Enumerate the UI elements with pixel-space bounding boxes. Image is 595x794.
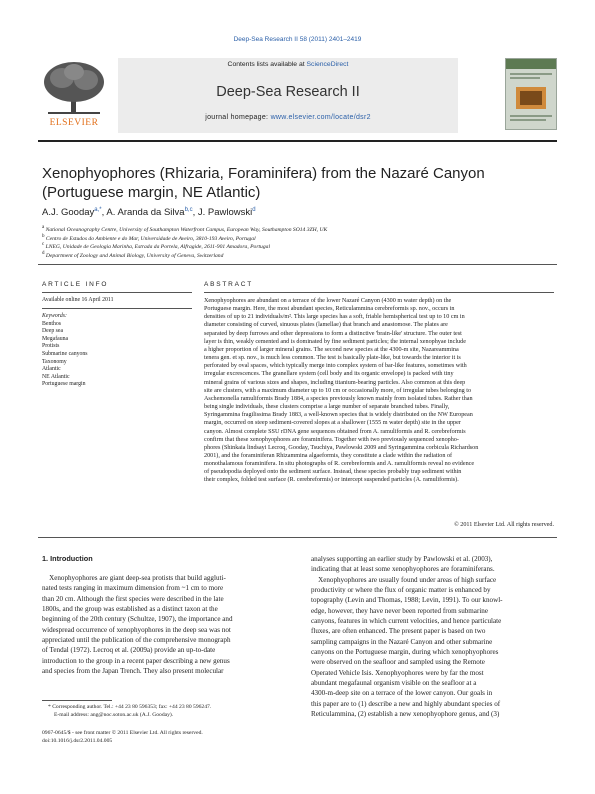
abstract-line: margin, occurred on steep sediment-covered slopes at a shallower (1555 m water depth) site in the upper <box>204 420 461 427</box>
affil-sup: a <box>42 225 45 230</box>
body-text-line: canyons, features in which current velocities, and hence particulate <box>311 617 502 626</box>
author-name[interactable]: J. Pawlowski <box>197 207 253 219</box>
homepage-link[interactable]: www.elsevier.com/locate/dsr2 <box>270 114 371 121</box>
body-text-line: Operated Vehicle Isis. Xenophyophores were by far the most <box>311 668 484 677</box>
article-info-heading: ARTICLE INFO <box>42 281 109 288</box>
body-text-line: fluxes, are often enhanced. The present paper is based on two <box>311 627 486 636</box>
article-title <box>42 164 552 202</box>
body-text-line: 1800s, and the group was established as a distinct taxon at the <box>42 605 218 614</box>
abstract-line: site are clusters, with a maximum diameter up to 10 cm or occasionally more, of irregular tubes belonging to <box>204 387 472 394</box>
keyword: Submarine canyons <box>42 350 88 357</box>
intro-left-column <box>42 573 292 676</box>
affil-text: Department of Zoology and Animal Biology, University of Geneva, Switzerland <box>45 252 224 259</box>
body-text-line: Xenophyophores are giant deep-sea protists that build aggluti- <box>42 574 226 582</box>
keyword: NE Atlantic <box>42 373 70 380</box>
body-text-line: indicating that at least some xenophyophores are foraminiferans. <box>311 565 495 574</box>
body-text-line: beginning of the 20th century (Schultze, 1907), the importance and <box>42 615 233 624</box>
body-text-line: than 20 cm. Although the first species were described in the late <box>42 594 224 603</box>
footnote-corresponding: * Corresponding author. Tel.: +44 23 80 596353; fax: +44 23 80 596247. <box>48 704 212 710</box>
body-text-line: productivity or where the flux of organic matter is enhanced by <box>311 586 491 595</box>
abstract-line: layer is thin, weakly cemented and is dominated by fine sediment particles; the internal xenophyae include <box>204 338 466 345</box>
homepage-prefix: journal homepage: <box>205 114 271 121</box>
journal-title[interactable]: Deep-Sea Research II <box>216 84 360 100</box>
abstract-line: Portuguese margin. Here, the most abundant species, Reticulammina cerebreformis sp. nov., occurs in <box>204 306 455 313</box>
author-name[interactable]: A. Aranda da Silva <box>106 207 185 219</box>
abstract-line: canyon. Almost complete SSU rDNA gene sequences obtained from A. ramuliformis and R. cerebreformis <box>204 428 466 435</box>
abstract-line: mineral grains of various sizes and shapes, including titanium-bearing particles. Also common at this deep <box>204 379 466 386</box>
abstract-heading: ABSTRACT <box>204 281 254 288</box>
abstract-copyright: © 2011 Elsevier Ltd. All rights reserved. <box>454 522 554 528</box>
affil-text: National Oceanography Centre, University of Southampton Waterfront Campus, European Way, Southampton SO14 3ZH, UK <box>45 226 328 233</box>
article-info-rule <box>42 292 192 293</box>
body-text-line: abundant megafaunal organism visible on the seafloor at a <box>311 679 477 688</box>
contents-prefix: Contents lists available at <box>227 61 307 68</box>
keyword: Deep sea <box>42 328 64 335</box>
elsevier-wordmark[interactable]: ELSEVIER <box>49 118 99 128</box>
abstract-end-rule <box>38 537 557 538</box>
body-text-line: introduction to the group in a recent paper describing a new genus <box>42 656 230 665</box>
body-text-line: appreciated until the publication of the comprehensive monograph <box>42 636 231 645</box>
body-text-line: and species from the Japan Trench. They also present molecular <box>42 667 224 676</box>
abstract-line: Aschemonella ramuliformis Brady 1884, a species previously known mainly from isolated tubes. Rather than <box>204 395 473 402</box>
abstract-line: densities of up to 21 individuals/m². This large species has a soft, friable hemispherical test up to 10 cm in <box>204 314 465 321</box>
body-text-line: this paper are to (1) describe a new and highly abundant species of <box>311 699 501 708</box>
keyword-list <box>42 321 192 389</box>
body-text-line: 4300-m-deep site on a terrace of the lower canyon. Our goals in <box>311 689 493 698</box>
journal-reference[interactable]: Deep-Sea Research II 58 (2011) 2401–2419 <box>233 36 362 43</box>
keyword: Portuguese margin <box>42 381 86 388</box>
body-text-line: were observed on the seafloor and sampled using the Remote <box>311 658 485 667</box>
keyword: Megafauna <box>42 335 69 342</box>
title-line-1: Xenophyophores (Rhizaria, Foraminifera) from the Nazaré Canyon <box>42 165 485 182</box>
article-info-rule-2 <box>42 308 192 309</box>
abstract-line: separated by deep furrows and other depressions to form a distinctive 'brain-like' structure. The outer test <box>204 330 462 337</box>
journal-info-panel <box>118 58 458 133</box>
sciencedirect-link[interactable]: ScienceDirect <box>306 61 349 68</box>
body-text-line: analyses supporting an earlier study by Pawlowski et al. (2003), <box>311 555 493 563</box>
abstract-line: Syringammina fragilissima Brady 1883, a well-known species that is widely distributed on the NW European <box>204 412 473 419</box>
journal-homepage <box>118 114 458 121</box>
keyword: Atlantic <box>42 366 61 373</box>
abstract-line: 2001), and the foraminiferan Rhizammina algaeformis, they constitute a clade within the radiation of <box>204 452 453 459</box>
abstract-line: irregular excrescences. The granellare system (cell body and its organic envelope) is packed with tiny <box>204 371 454 378</box>
affil-text: LNEG, Unidade de Geologia Marinha, Estrada da Portela, Alfragide, 2611-901 Amadora, Portugal <box>45 243 271 250</box>
journal-banner <box>38 58 557 136</box>
author-affil-sup[interactable]: d <box>252 207 256 213</box>
abstract-line: confirm that these xenophyophores are foraminifera. Together with two previously sequenced xenopho- <box>204 436 459 443</box>
body-text-line: sampling campaigns in the Nazaré Canyon and other submarine <box>311 637 493 646</box>
keyword: Taxonomy <box>42 358 67 365</box>
keyword: Protists <box>42 343 60 350</box>
abstract-line: diameter consisting of curved, sinuous plates (lamellae) that branch and anastomose. The plates are <box>204 322 448 329</box>
affil-sup: b <box>42 233 45 239</box>
abstract-rule <box>204 292 554 293</box>
body-text-line: widespread occurrence of xenophyophores in the deep sea was not <box>42 625 231 634</box>
abstract-line: being single individuals, these clusters comprise a large number of separate branched tubes. Finally, <box>204 404 450 411</box>
body-text-line: Reticulammina, (2) establish a new xenophyophore genus, and (3) <box>311 710 500 719</box>
body-text-line: nated tests ranging in maximum dimension from ~1 cm to more <box>42 584 224 593</box>
abstract-line: of pseudopodia deployed onto the sediment surface. Instead, these species probably trap sediment within <box>204 469 462 476</box>
contents-line <box>118 61 458 68</box>
affiliation <box>42 250 223 260</box>
abstract-body <box>204 297 554 485</box>
keyword: Benthos <box>42 320 62 327</box>
footnote-email <box>54 712 173 719</box>
affil-sup: d <box>42 250 45 256</box>
affil-text: Centro de Estudos do Ambiente e do Mar, Universidade de Aveiro, 3810-193 Aveiro, Portugal <box>45 235 256 242</box>
abstract-line: Xenophyophores are abundant on a terrace of the lower Nazaré Canyon (4300 m water depth) on the <box>204 298 452 304</box>
available-online: Available online 16 April 2011 <box>42 297 114 303</box>
affil-sup: c <box>42 242 45 247</box>
abstract-line: their complex, folded test surface (R. cerebreformis) or intercept suspended particles (A. ramuliformis). <box>204 477 459 484</box>
title-line-2: (Portuguese margin, NE Atlantic) <box>42 184 261 201</box>
body-text-line: of Tendal (1972). Lecroq et al. (2009a) provide an up-to-date <box>42 646 216 655</box>
footnote-email-text[interactable]: E-mail address: ang@noc.soton.ac.uk (A.J. Gooday). <box>54 712 174 718</box>
body-text-line: topography (Levin and Thomas, 1988; Levin, 1991). To our knowl- <box>311 596 503 605</box>
header-rule <box>38 140 557 142</box>
body-text-line: canyons on the Portuguese margin, during which xenophyophores <box>311 648 499 657</box>
affiliation-rule <box>38 264 557 265</box>
abstract-line: perforated by oval spaces, which typically merge into complex system of bar-like features, sometimes with <box>204 363 467 370</box>
abstract-line: phores (Shinkaia lindsayi Lecroq, Gooday, Tsuchiya, Pawlowski 2009 and Syringammina corbicula Richardson <box>204 444 479 451</box>
doi-line[interactable]: doi:10.1016/j.dsr2.2011.04.005 <box>42 738 113 744</box>
body-text-line: edge, however, they have never been reported from submarine <box>311 606 488 615</box>
author-name[interactable]: A.J. Gooday <box>42 207 95 219</box>
issn-line: 0967-0645/$ - see front matter © 2011 Elsevier Ltd. All rights reserved. <box>42 730 203 736</box>
abstract-line: a higher proportion of larger mineral grains. The second new species at the 4300-m site, Nazareammina <box>204 346 459 353</box>
section-heading-introduction: 1. Introduction <box>42 554 93 563</box>
abstract-line: monothalamous foraminifera. In situ photographs of R. cerebreformis and A. ramuliformis reveal no evidence <box>204 461 475 468</box>
author-affil-sup[interactable]: a,* <box>94 207 102 213</box>
footnote-rule <box>42 700 112 701</box>
author-list: A.J. Gooday$^{a,*}$, A. Aranda da Silva$^{b,c}$, J. Pawlowski$^d$ <box>42 207 256 219</box>
intro-right-column <box>311 554 557 720</box>
journal-cover-thumbnail[interactable] <box>505 58 557 130</box>
keywords-label: Keywords: <box>42 313 67 319</box>
author-affil-sup[interactable]: b,c <box>184 207 193 213</box>
abstract-line: tenera gen. et sp. nov., is much less common. The test is basically plate-like, but towards the interior it is <box>204 355 461 362</box>
keywords-block <box>42 313 192 389</box>
body-text-line: Xenophyophores are usually found under areas of high surface <box>311 575 497 584</box>
